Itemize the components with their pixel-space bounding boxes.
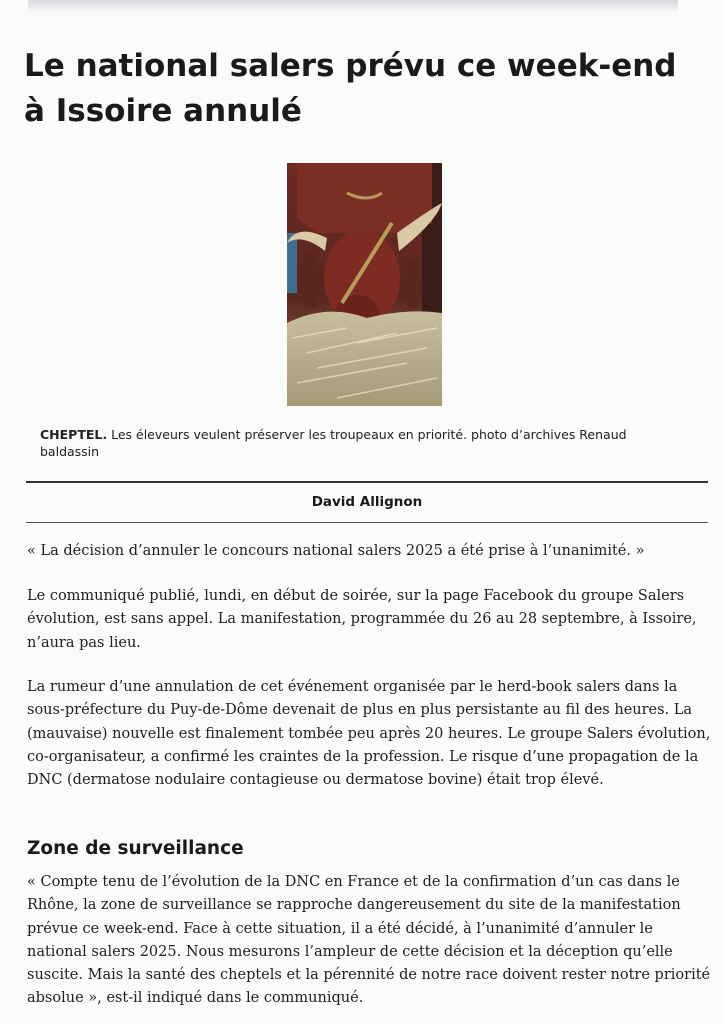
section-heading: Zone de surveillance bbox=[27, 838, 244, 859]
byline-bottom-rule bbox=[26, 522, 708, 523]
article-paragraph: La rumeur d’une annulation de cet événement organisée par le herd-book salers dans la sous-préfecture du Puy-de-Dôme devenait de plus en plus persistante au fil des heures. La (mauvaise) nouvelle est finalement tombée peu après 20 heures. Le groupe Salers évolution, co-organisateur, a confirmé les craintes de la profession. Le risque d’une propagation de la DNC (dermatose nodulaire contagieuse ou dermatose bovine) était trop élevé. bbox=[27, 679, 711, 789]
caption-lead: CHEPTEL. bbox=[40, 427, 108, 442]
article-paragraph: « Compte tenu de l’évolution de la DNC en France et de la confirmation d’un cas dans le Rhône, la zone de surveillance se rapproche dangereusement du site de la manifestation prévue ce week-end. Face à cette situation, il a été décidé, à l’unanimité d’annuler le national salers 2025. Nous mesurons l’ampleur de cette décision et la déception qu’elle suscite. Mais la santé des cheptels et la pérennité de notre race doivent rester notre priorité absolue », est-il indiqué dans le communiqué. bbox=[27, 874, 711, 1007]
byline-top-rule bbox=[26, 481, 708, 483]
article-photo bbox=[287, 163, 442, 406]
author-byline: David Allignon bbox=[311, 494, 423, 510]
article-headline: Le national salers prévu ce week-end à Issoire annulé bbox=[24, 48, 677, 129]
caption-text: Les éleveurs veulent préserver les troupeaux en priorité. photo d’archives Renaud baldassin bbox=[40, 427, 627, 459]
article-paragraph-quote: « La décision d’annuler le concours national salers 2025 a été prise à l’unanimité. » bbox=[27, 543, 645, 559]
article-paragraph: Le communiqué publié, lundi, en début de soirée, sur la page Facebook du groupe Salers évolution, est sans appel. La manifestation, programmée du 26 au 28 septembre, à Issoire, n’aura pas lieu. bbox=[27, 588, 697, 651]
cow-photo-icon bbox=[287, 163, 442, 406]
photo-caption bbox=[40, 426, 680, 460]
scan-residue bbox=[28, 0, 678, 12]
